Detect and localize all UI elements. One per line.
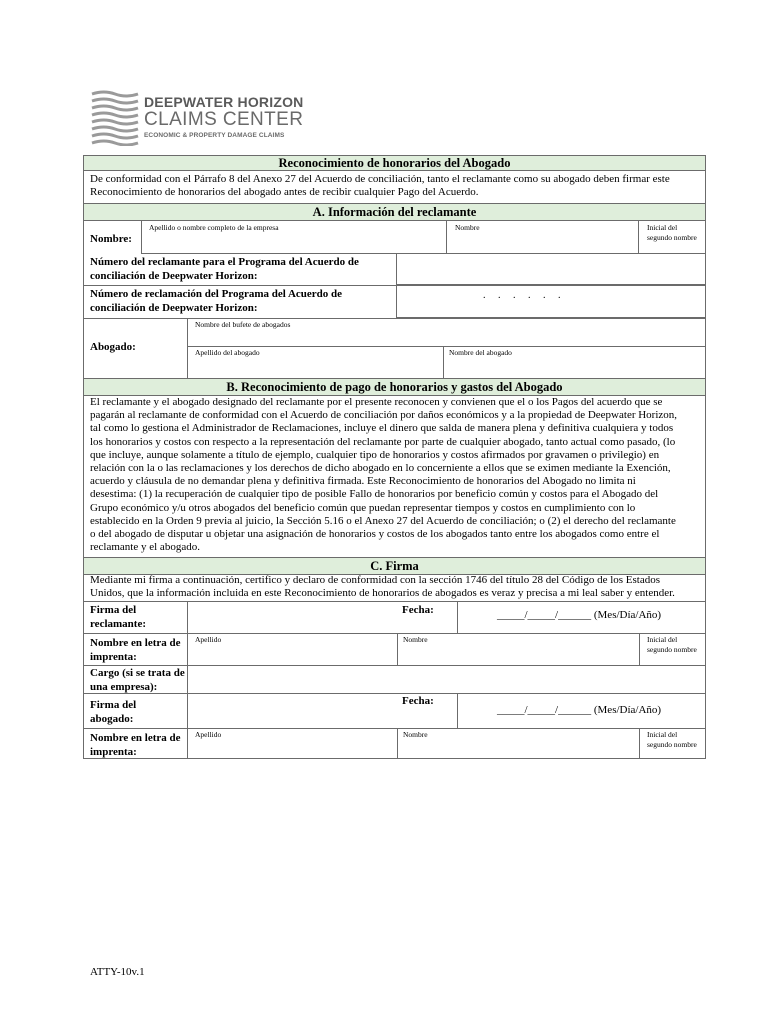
attorney-date-label: Fecha: xyxy=(402,695,434,707)
section-c-header: C. Firma xyxy=(84,557,705,575)
claimant-printed-first-name-field[interactable] xyxy=(397,633,639,665)
claimant-date-format: _____/_____/______ (Mes/Día/Año) xyxy=(497,609,662,621)
attorney-printed-middle-initial-hint: Inicial del segundo nombre xyxy=(647,730,697,749)
attorney-first-name-field[interactable] xyxy=(443,346,705,380)
acknowledgment-line: acuerdo y cláusula de no demandar plena y definitiva firmada. Este Reconocimiento de honorarios del Abogado no limita ni xyxy=(90,475,636,488)
acknowledgment-line: desestima: (1) la recuperación de cualquier tipo de posible Fallo de honorarios por beneficio común y costos para el Abogado del xyxy=(90,488,659,501)
acknowledgment-line: pagarán al reclamante de conformidad con el Acuerdo de conciliación por daños económicos y a la propiedad de Deepwater Horizon, xyxy=(90,409,678,422)
printed-surname-hint: Apellido xyxy=(195,635,222,644)
program-number-field[interactable] xyxy=(396,253,705,285)
wave-stripes-icon xyxy=(90,90,140,146)
acknowledgment-line: reclamante y el abogado. xyxy=(90,541,200,554)
intro-text: De conformidad con el Párrafo 8 del Anexo 27 del Acuerdo de conciliación, tanto el reclamante como su abogado deben firmar este Reconocimiento de honorarios del abogado antes de recibir cualquier Pago del Acuerdo. xyxy=(90,173,670,199)
law-firm-hint: Nombre del bufete de abogados xyxy=(195,320,291,329)
attorney-printed-surname-field[interactable] xyxy=(187,728,397,759)
claimant-middle-initial-field[interactable] xyxy=(639,221,705,254)
title-field[interactable] xyxy=(187,665,705,693)
section-b-header: B. Reconocimiento de pago de honorarios y gastos del Abogado xyxy=(84,378,705,396)
form-version-footer: ATTY-10v.1 xyxy=(90,966,145,978)
certification-text xyxy=(90,574,705,600)
attorney-printed-surname-hint: Apellido xyxy=(195,730,222,739)
section-a-header: A. Información del reclamante xyxy=(84,203,705,221)
acknowledgment-line: que incluye, aunque solamente a título de ejemplo, cualquier tipo de honorarios y costos afirmados por gravamen o privilegio) en xyxy=(90,448,660,461)
surname-hint: Apellido o nombre completo de la empresa xyxy=(149,223,279,232)
attorney-signature-label: Firma del abogado: xyxy=(90,699,137,725)
claimant-printed-middle-initial-field[interactable] xyxy=(639,633,705,665)
claimant-first-name-field[interactable] xyxy=(447,221,639,254)
claimant-surname-field[interactable] xyxy=(141,221,447,254)
certification-line: Mediante mi firma a continuación, certifico y declaro de conformidad con la sección 1746 del título 28 del Código de los Estados xyxy=(90,574,661,586)
claimant-date-field[interactable] xyxy=(457,601,705,633)
claimant-printed-surname-field[interactable] xyxy=(187,633,397,665)
acknowledgment-line: tal como lo gestiona el Administrador de Reclamaciones, incluye el dinero que salda de manera plena y definitiva cualquiera y todos xyxy=(90,422,674,435)
certification-line: Unidos, que la información incluida en este Reconocimiento de honorarios de abogados es veraz y precisa a mi leal saber y entender. xyxy=(90,587,675,600)
claimant-signature-label: Firma del reclamante: xyxy=(90,604,146,630)
acknowledgment-line: relación con la o las reclamaciones y los derechos de dicho abogado en lo concerniente a ellos que se eximen mediante la Exención, xyxy=(90,462,671,475)
middle-initial-hint: Inicial del segundo nombre xyxy=(647,223,697,242)
attorney-label: Abogado: xyxy=(90,341,136,353)
claim-number-field[interactable] xyxy=(396,285,705,318)
fee-acknowledgment-text xyxy=(90,396,705,554)
claim-number-dots: . . . . . . xyxy=(483,290,561,301)
claimant-date-label: Fecha: xyxy=(402,604,434,616)
logo-line-2: CLAIMS CENTER xyxy=(144,109,304,130)
attorney-printed-first-name-hint: Nombre xyxy=(403,730,428,739)
attorney-date-format: _____/_____/______ (Mes/Día/Año) xyxy=(497,704,662,716)
acknowledgment-line: o del abogado de disputar u objetar una asignación de honorarios y costos de los abogados tanto entre los abogados como entre el xyxy=(90,528,660,541)
attorney-surname-field[interactable] xyxy=(187,346,443,380)
logo-line-1: DEEPWATER HORIZON xyxy=(144,94,304,110)
first-name-hint: Nombre xyxy=(455,223,480,232)
program-number-label: Número del reclamante para el Programa del Acuerdo de conciliación de Deepwater Horizon: xyxy=(90,256,359,282)
attorney-first-name-hint: Nombre del abogado xyxy=(449,348,512,357)
attorney-surname-hint: Apellido del abogado xyxy=(195,348,260,357)
claim-number-label: Número de reclamación del Programa del Acuerdo de conciliación de Deepwater Horizon: xyxy=(90,288,343,314)
attorney-printed-first-name-field[interactable] xyxy=(397,728,639,759)
printed-middle-initial-hint: Inicial del segundo nombre xyxy=(647,635,697,654)
attorney-printed-middle-initial-field[interactable] xyxy=(639,728,705,759)
form-title: Reconocimiento de honorarios del Abogado xyxy=(84,155,705,171)
acknowledgment-line: los honorarios y costos con respecto a la representación del reclamante por parte de cualquier abogado, tanto actual como pasado, (lo xyxy=(90,435,676,448)
claimant-name-label: Nombre: xyxy=(90,233,132,245)
claimant-printed-name-label: Nombre en letra de imprenta: xyxy=(90,637,181,663)
logo-line-3: ECONOMIC & PROPERTY DAMAGE CLAIMS xyxy=(144,132,285,139)
claims-center-logo xyxy=(90,90,330,146)
acknowledgment-line: El reclamante y el abogado designado del reclamante por el presente reconocen y convienen que el o los Pagos del acuerdo que se xyxy=(90,396,663,408)
acknowledgment-line: Grupo económico y/u otros abogados del beneficio común que puedan representar tiempos y costos en cumplimiento con lo xyxy=(90,501,636,514)
acknowledgment-line: establecido en la Orden 9 previa al juicio, la Sección 5.16 o el Anexo 27 del Acuerdo de conciliación; o (2) el derecho del reclamante xyxy=(90,514,676,527)
attorney-date-field[interactable] xyxy=(457,693,705,728)
attorney-printed-name-label: Nombre en letra de imprenta: xyxy=(90,732,181,758)
law-firm-field[interactable] xyxy=(187,318,705,346)
attorney-fee-form xyxy=(83,155,706,759)
title-label: Cargo (si se trata de una empresa): xyxy=(90,667,185,693)
printed-first-name-hint: Nombre xyxy=(403,635,428,644)
